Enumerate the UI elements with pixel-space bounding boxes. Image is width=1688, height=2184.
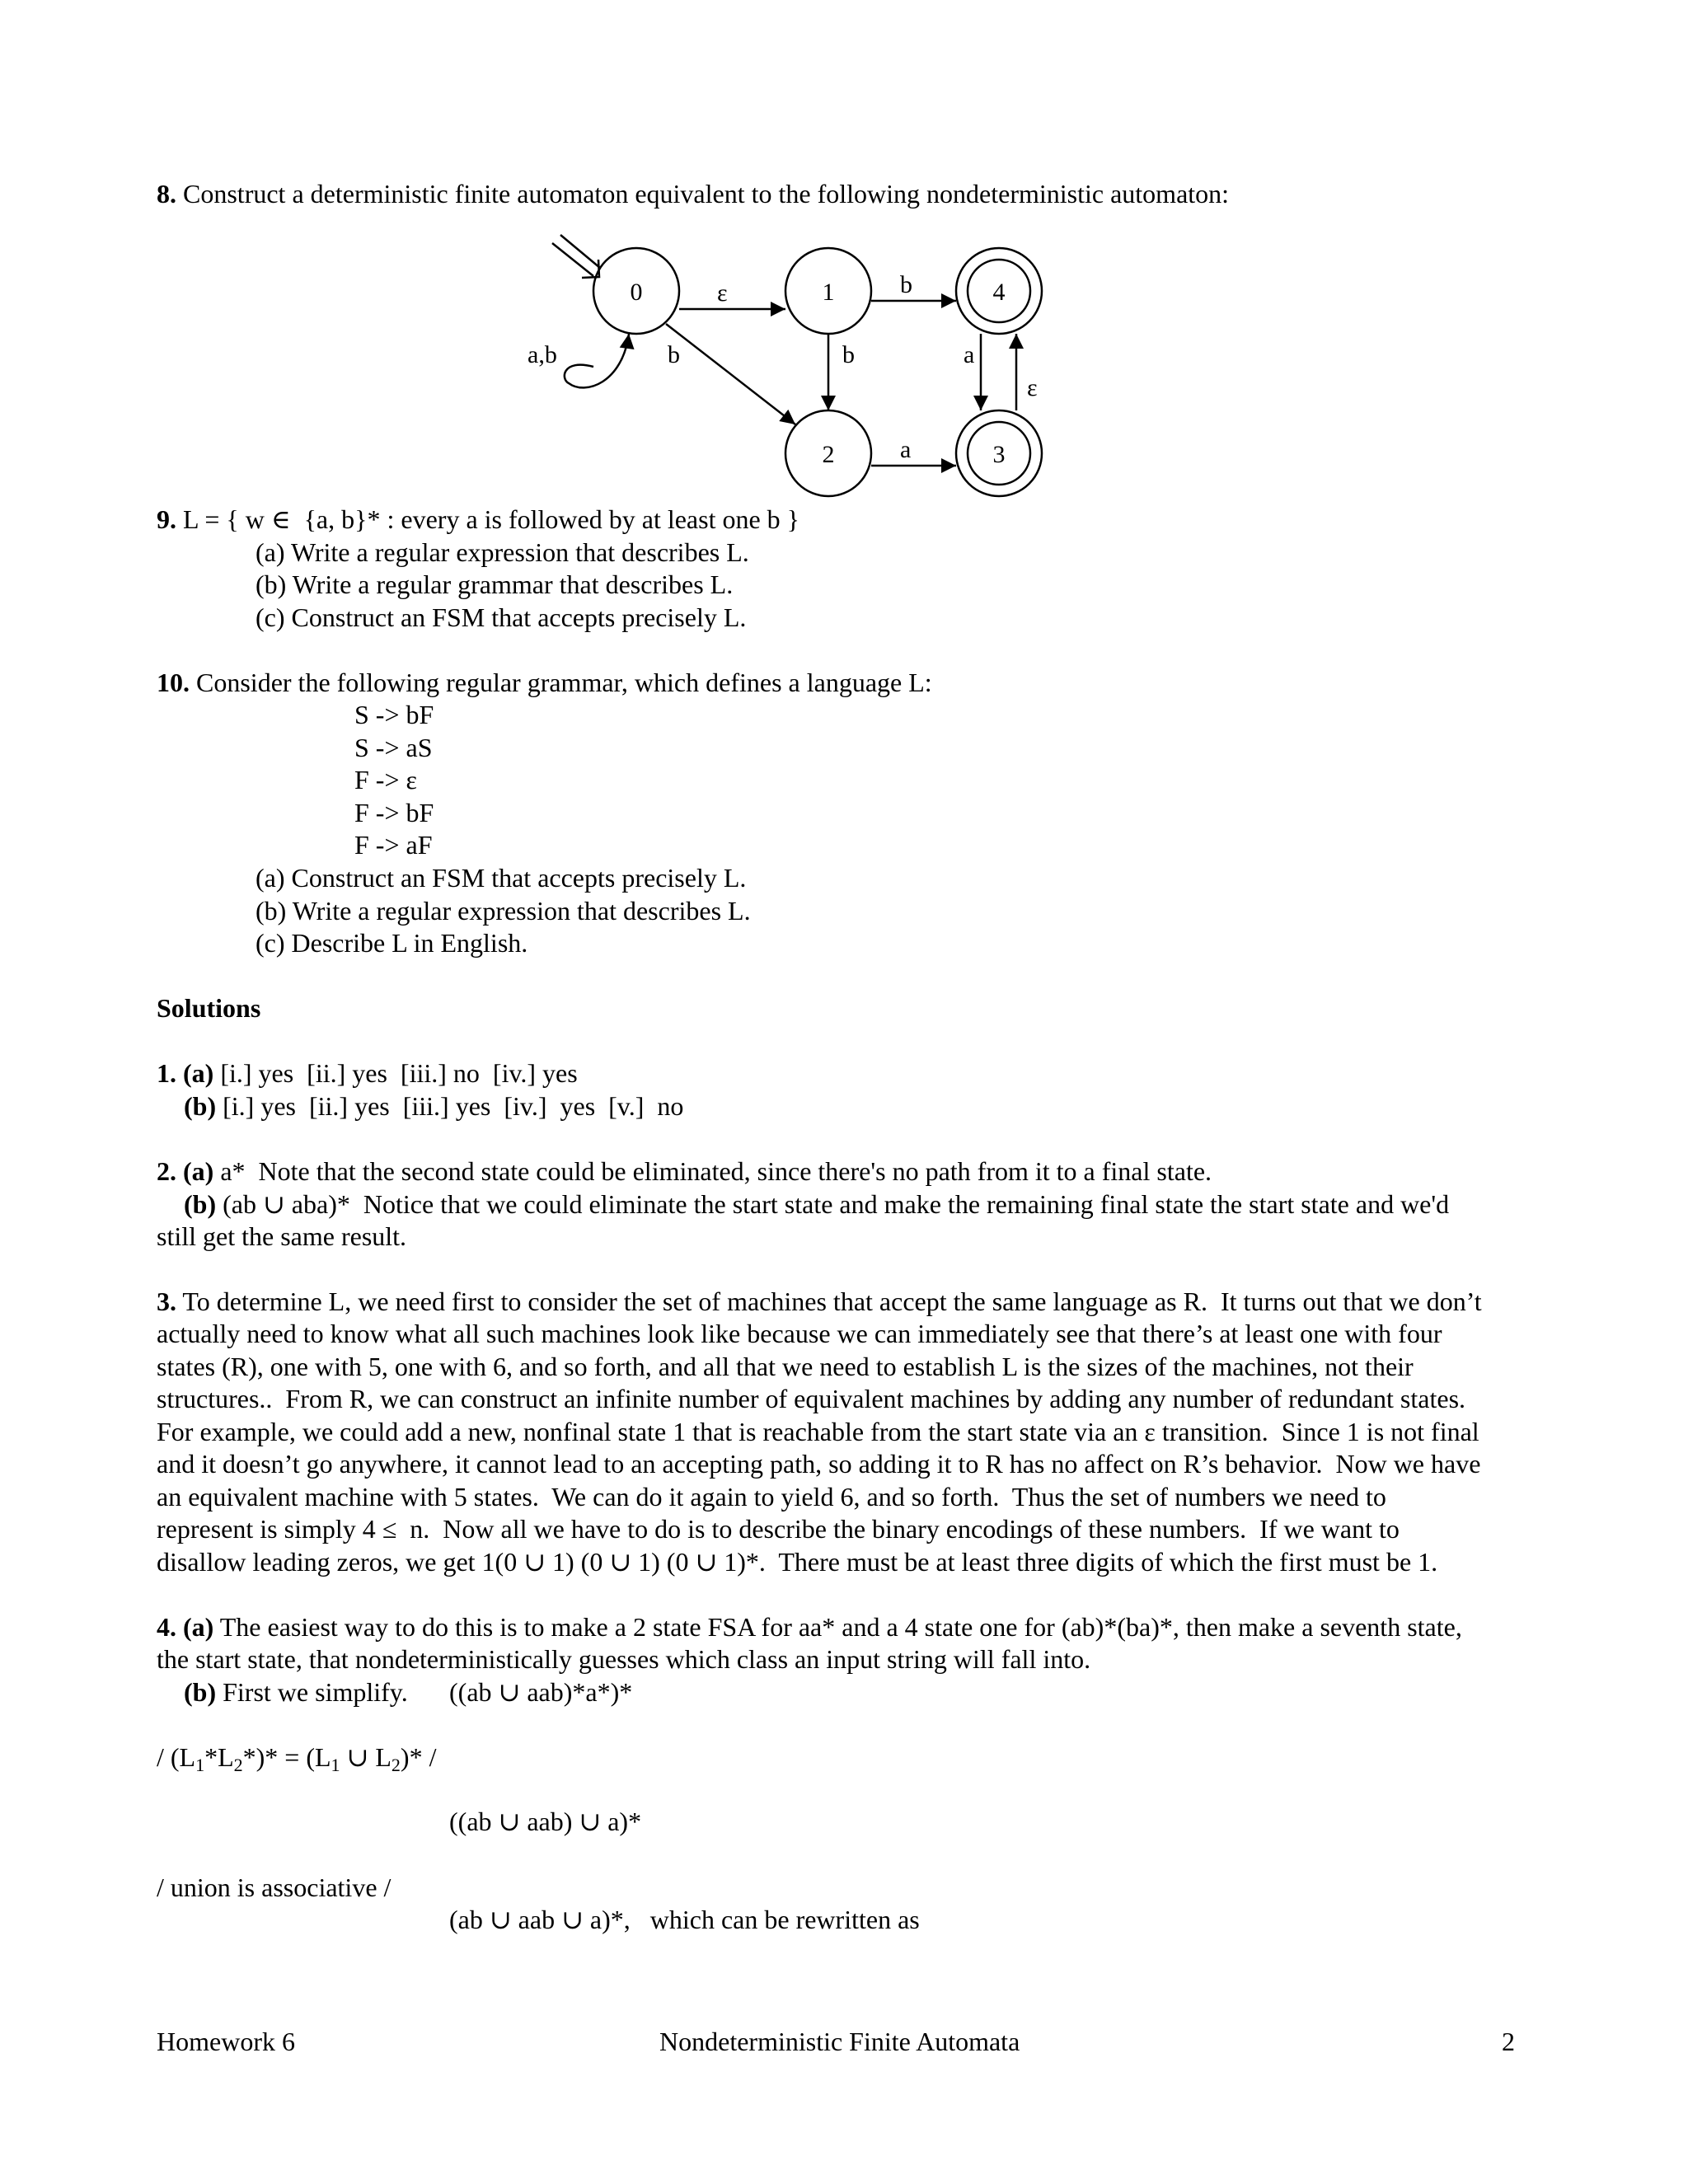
solution-3-text: To determine L, we need first to consider the set of machines that accept the same language as R. It turns out that we don’t	[176, 1286, 1482, 1316]
rule1-part: )* /	[400, 1742, 437, 1772]
expression-3: (ab ∪ aab ∪ a)*, which can be rewritten as	[449, 1905, 920, 1934]
solutions-heading: Solutions	[157, 993, 261, 1023]
question-9	[157, 503, 799, 536]
edge-0-2-label: b	[668, 341, 680, 368]
start-arrow-line-1	[560, 235, 600, 268]
solution-3-line: For example, we could add a new, nonfinal state 1 that is reachable from the start state via an ε transition. Since 1 is not final	[157, 1417, 1479, 1446]
edge-1-4-label: b	[900, 271, 912, 298]
solution-2-number: 2.	[157, 1156, 176, 1186]
rule1-part: *L	[204, 1742, 234, 1772]
rule1-part: ∪ L	[340, 1742, 392, 1772]
question-9-text: L = { w ∈ {a, b}* : every a is followed by at least one b }	[176, 504, 800, 534]
solution-1a-label: (a)	[183, 1058, 214, 1088]
state-1-label: 1	[822, 279, 835, 306]
grammar-rule: S -> aS	[354, 733, 433, 762]
rule1-part: *)* = (L	[242, 1742, 331, 1772]
solution-2b	[184, 1188, 1449, 1221]
solution-3-line: structures.. From R, we can construct an infinite number of equivalent machines by adding any number of redundant states.	[157, 1384, 1466, 1413]
rule1-subscript: 2	[391, 1755, 401, 1775]
solution-4b-text: First we simplify.	[216, 1677, 408, 1707]
state-3	[956, 410, 1042, 496]
solution-3-line: represent is simply 4 ≤ n. Now all we have to do is to describe the binary encodings of these numbers. If we want to	[157, 1514, 1400, 1544]
rule1-subscript: 1	[331, 1755, 340, 1775]
state-4	[956, 248, 1042, 334]
solution-1a-text: [i.] yes [ii.] yes [iii.] no [iv.] yes	[213, 1058, 578, 1088]
rewrite-rule-2: / union is associative /	[157, 1872, 392, 1902]
footer-center: Nondeterministic Finite Automata	[659, 2027, 1020, 2056]
solution-4a-text: The easiest way to do this is to make a 2 state FSA for aa* and a 4 state one for (ab)*(ba)*, then make a seventh state,	[213, 1612, 1462, 1642]
state-2-label: 2	[822, 441, 835, 468]
rule1-subscript: 1	[195, 1755, 205, 1775]
solution-3-line: an equivalent machine with 5 states. We can do it again to yield 6, and so forth. Thus the set of numbers we need to	[157, 1482, 1386, 1511]
solution-4b-label: (b)	[184, 1677, 217, 1707]
question-9-number: 9.	[157, 504, 176, 534]
rule1-subscript: 2	[233, 1755, 243, 1775]
solution-3-line	[157, 1285, 1482, 1318]
edge-0-2	[666, 324, 795, 424]
grammar-rule: S -> bF	[354, 700, 434, 729]
question-8-number: 8.	[157, 179, 176, 209]
solution-2b-continued: still get the same result.	[157, 1221, 407, 1251]
solution-2a	[157, 1155, 1212, 1188]
state-0-label: 0	[630, 279, 643, 306]
state-1	[785, 248, 871, 334]
grammar-rule: F -> bF	[354, 798, 434, 827]
solution-4b-expression: ((ab ∪ aab)*a*)*	[449, 1677, 633, 1707]
solution-4a	[157, 1610, 1462, 1643]
solution-2a-text: a* Note that the second state could be eliminated, since there's no path from it to a final state.	[213, 1156, 1212, 1186]
edge-0-1-label: ε	[717, 279, 728, 307]
question-10-text: Consider the following regular grammar, which defines a language L:	[190, 668, 932, 697]
solution-4b	[184, 1675, 408, 1708]
solution-2a-label: (a)	[183, 1156, 214, 1186]
question-10-part-a: (a) Construct an FSM that accepts precisely L.	[256, 863, 747, 893]
solution-4-number: 4.	[157, 1612, 176, 1642]
solution-1a	[157, 1057, 578, 1090]
solution-1b-label: (b)	[184, 1091, 217, 1121]
question-10-number: 10.	[157, 668, 190, 697]
solution-1-number: 1.	[157, 1058, 176, 1088]
solution-3-line: states (R), one with 5, one with 6, and so forth, and all that we need to establish L is the sizes of the machines, not their	[157, 1352, 1414, 1381]
solution-1b-text: [i.] yes [ii.] yes [iii.] yes [iv.] yes [v.] no	[216, 1091, 684, 1121]
question-8-text: Construct a deterministic finite automaton equivalent to the following nondeterministic automaton:	[176, 179, 1230, 209]
grammar-rule: F -> ε	[354, 765, 417, 794]
solution-2b-text: (ab ∪ aba)* Notice that we could eliminate the start state and make the remaining final state the start state and we'd	[216, 1189, 1450, 1219]
state-4-label: 4	[992, 279, 1006, 306]
question-10	[157, 666, 932, 699]
edge-1-2-label: b	[842, 341, 855, 368]
state-2	[785, 410, 871, 496]
solution-2b-label: (b)	[184, 1189, 217, 1219]
edge-2-3-label: a	[900, 436, 912, 463]
nfa-diagram	[528, 235, 1071, 507]
footer-left: Homework 6	[157, 2027, 295, 2056]
solution-3-line: and it doesn’t go anywhere, it cannot lead to an accepting path, so adding it to R has no affect on R’s behavior. Now we have	[157, 1449, 1481, 1479]
solution-3-number: 3.	[157, 1286, 176, 1316]
rewrite-rule-1	[157, 1741, 436, 1774]
edge-0-self-loop	[565, 334, 629, 387]
question-8	[157, 177, 1229, 210]
solution-3-line: disallow leading zeros, we get 1(0 ∪ 1) (0 ∪ 1) (0 ∪ 1)*. There must be at least three digits of which the first must be 1.	[157, 1547, 1438, 1577]
state-3-label: 3	[992, 441, 1006, 468]
solution-1b	[184, 1090, 683, 1122]
solution-3-line: actually need to know what all such machines look like because we can immediately see that there’s at least one with four	[157, 1319, 1442, 1348]
question-10-part-c: (c) Describe L in English.	[256, 928, 528, 958]
question-9-part-b: (b) Write a regular grammar that describes L.	[256, 569, 734, 599]
state-0	[593, 248, 679, 334]
question-10-part-b: (b) Write a regular expression that describes L.	[256, 896, 751, 926]
edge-0-self-label: a,b	[528, 341, 557, 368]
expression-2: ((ab ∪ aab) ∪ a)*	[449, 1807, 642, 1836]
question-9-part-c: (c) Construct an FSM that accepts precisely L.	[256, 602, 747, 632]
question-9-part-a: (a) Write a regular expression that describes L.	[256, 537, 749, 567]
solution-4a-label: (a)	[183, 1612, 214, 1642]
rule1-part: / (L	[157, 1742, 196, 1772]
footer-page-number: 2	[1502, 2027, 1515, 2056]
grammar-rule: F -> aF	[354, 830, 433, 860]
edge-3-4-label: ε	[1027, 374, 1038, 401]
solution-4a-continued: the start state, that nondeterministically guesses which class an input string will fall into.	[157, 1644, 1091, 1674]
start-arrow-line-2	[552, 243, 593, 276]
edge-4-3-label: a	[964, 341, 975, 368]
